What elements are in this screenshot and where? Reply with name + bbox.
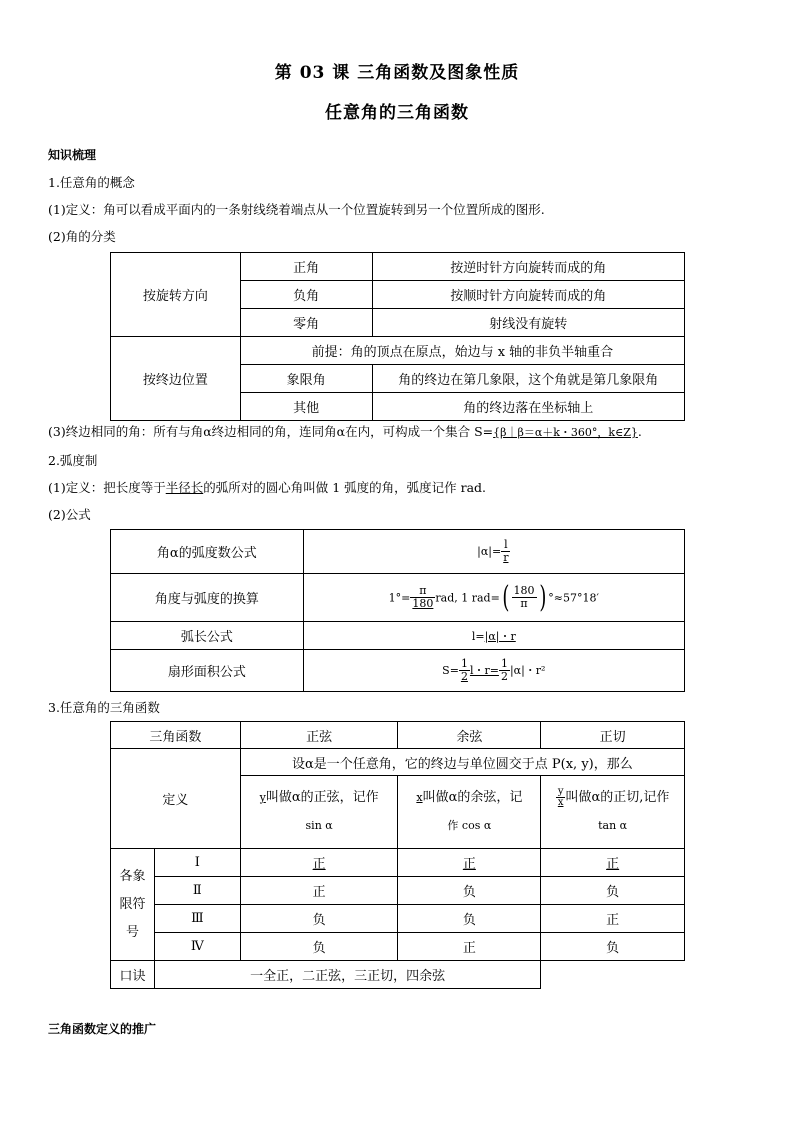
row-desc: 角的终边在第几象限，这个角就是第几象限角 <box>372 365 684 393</box>
numerator: 180 <box>513 584 535 597</box>
symbol: 作 cos α <box>447 819 492 832</box>
denominator: 2 <box>500 670 508 683</box>
s2-definition <box>48 478 486 496</box>
numerator: l <box>501 539 510 552</box>
formula-label: 角α的弧度数公式 <box>111 530 304 574</box>
row-name: 象限角 <box>240 365 372 393</box>
sign-label <box>111 849 155 961</box>
symbol: sin α <box>305 819 333 832</box>
coterminal-suffix: . <box>637 424 642 439</box>
footer-heading: 三角函数定义的推广 <box>48 1022 157 1036</box>
col-tan: 正切 <box>541 722 685 749</box>
row-desc: 按顺时针方向旋转而成的角 <box>372 281 684 309</box>
formula-label: 弧长公式 <box>111 622 304 650</box>
denominator: 180 <box>412 597 434 610</box>
def-label: 定义 <box>111 749 241 849</box>
sign-tan: 正 <box>541 905 685 933</box>
group-rotation: 按旋转方向 <box>111 253 241 337</box>
quadrant: Ⅰ <box>154 849 240 877</box>
s3-heading: 3.任意角的三角函数 <box>48 700 160 715</box>
quadrant: Ⅱ <box>154 877 240 905</box>
part: 1°= <box>388 591 411 604</box>
sign-cos: 正 <box>398 849 541 877</box>
coterminal-set: {β｜β＝α＋k・360°，k∈Z} <box>493 426 638 439</box>
row-name: 其他 <box>240 393 372 421</box>
tail: |α|・r² <box>509 664 546 677</box>
part: °≈57°18′ <box>548 591 599 604</box>
formula-value <box>303 622 684 650</box>
sign-cos: 正 <box>398 933 541 961</box>
s1-definition: (1)定义：角可以看成平面内的一条射线绕着端点从一个位置旋转到另一个位置所成的图形. <box>48 202 545 217</box>
sign-sin: 正 <box>240 849 398 877</box>
sign-sin: 正 <box>240 877 398 905</box>
row-desc: 角的终边落在坐标轴上 <box>372 393 684 421</box>
formula-value: 1°= $\frac{\pi}{180}$ rad, 1 rad=( $\frac{180}{\pi}$ ) °≈57°18′ <box>303 574 684 622</box>
col-sin: 正弦 <box>240 722 398 749</box>
numerator: 1 <box>500 657 508 670</box>
cos-def <box>398 776 541 849</box>
var: x <box>416 791 423 804</box>
trig-definition-table <box>110 721 685 989</box>
premise: 前提：角的顶点在原点，始边与 x 轴的非负半轴重合 <box>240 337 684 365</box>
formula-value <box>303 530 684 574</box>
def-prefix: (1)定义：把长度等于 <box>48 480 166 495</box>
quadrant: Ⅲ <box>154 905 240 933</box>
quadrant: Ⅳ <box>154 933 240 961</box>
s1-classification: (2)角的分类 <box>48 229 116 244</box>
s1-heading: 1.任意角的概念 <box>48 175 135 190</box>
lhs: |α|= <box>477 545 502 558</box>
sin-def <box>240 776 398 849</box>
def-suffix: 的弧所对的圆心角叫做 1 弧度的角，弧度记作 rad. <box>203 480 487 495</box>
page-title: 第 03 课 三角函数及图象性质 <box>274 63 520 83</box>
row-name: 负角 <box>240 281 372 309</box>
formula-label: 角度与弧度的换算 <box>111 574 304 622</box>
sign-label-part: 各象 <box>119 868 146 884</box>
rhs: |α|・r <box>484 629 516 643</box>
sign-cos: 负 <box>398 905 541 933</box>
sign-label-part: 限符 <box>119 896 146 912</box>
fraction <box>501 539 510 564</box>
denominator: 2 <box>460 670 468 683</box>
s2-formula: (2)公式 <box>48 507 91 522</box>
s2-heading: 2.弧度制 <box>48 453 98 468</box>
denominator: x <box>557 797 564 808</box>
row-name: 正角 <box>240 253 372 281</box>
lhs: l= <box>471 629 485 643</box>
var: y <box>259 791 266 804</box>
sign-tan: 正 <box>541 849 685 877</box>
text: 叫做α的正弦，记作 <box>265 790 379 805</box>
col-head: 三角函数 <box>111 722 241 749</box>
fraction <box>410 585 435 610</box>
radian-formula-table <box>110 529 685 692</box>
row-desc: 射线没有旋转 <box>372 309 684 337</box>
part: rad, 1 rad= <box>435 591 500 604</box>
section-heading-knowledge: 知识梳理 <box>48 148 97 162</box>
sign-sin: 负 <box>240 905 398 933</box>
denominator: r <box>503 551 509 564</box>
coterminal-line <box>48 422 642 440</box>
page-subtitle: 任意角的三角函数 <box>325 103 469 123</box>
formula-value <box>303 650 684 692</box>
sign-cos: 负 <box>398 877 541 905</box>
text: 叫做α的正切,记作 <box>565 790 670 805</box>
coterminal-prefix: (3)终边相同的角：所有与角α终边相同的角，连同角α在内，可构成一个集合 S= <box>48 424 494 439</box>
fraction <box>499 658 510 683</box>
text: 叫做α的余弦，记 <box>422 790 523 805</box>
mnemonic-label: 口诀 <box>111 961 155 989</box>
sign-tan: 负 <box>541 877 685 905</box>
group-terminal: 按终边位置 <box>111 337 241 421</box>
formula-label: 扇形面积公式 <box>111 650 304 692</box>
mid: l・r= <box>469 664 499 677</box>
def-intro: 设α是一个任意角，它的终边与单位圆交于点 P(x, y)，那么 <box>240 749 684 776</box>
def-underlined: 半径长 <box>165 480 204 495</box>
symbol: tan α <box>598 819 628 832</box>
denominator: π <box>520 597 528 610</box>
lhs: S= <box>442 664 459 677</box>
sign-tan: 负 <box>541 933 685 961</box>
numerator: 1 <box>460 657 468 670</box>
angle-classification-table <box>110 252 685 421</box>
row-name: 零角 <box>240 309 372 337</box>
col-cos: 余弦 <box>398 722 541 749</box>
sign-label-part: 号 <box>125 924 139 940</box>
sign-sin: 负 <box>240 933 398 961</box>
row-desc: 按逆时针方向旋转而成的角 <box>372 253 684 281</box>
numerator: y <box>557 786 564 797</box>
numerator: π <box>410 585 435 598</box>
mnemonic: 一全正，二正弦，三正切，四余弦 <box>154 961 540 989</box>
tan-def <box>541 776 685 849</box>
fraction <box>459 658 470 683</box>
fraction <box>512 585 537 610</box>
